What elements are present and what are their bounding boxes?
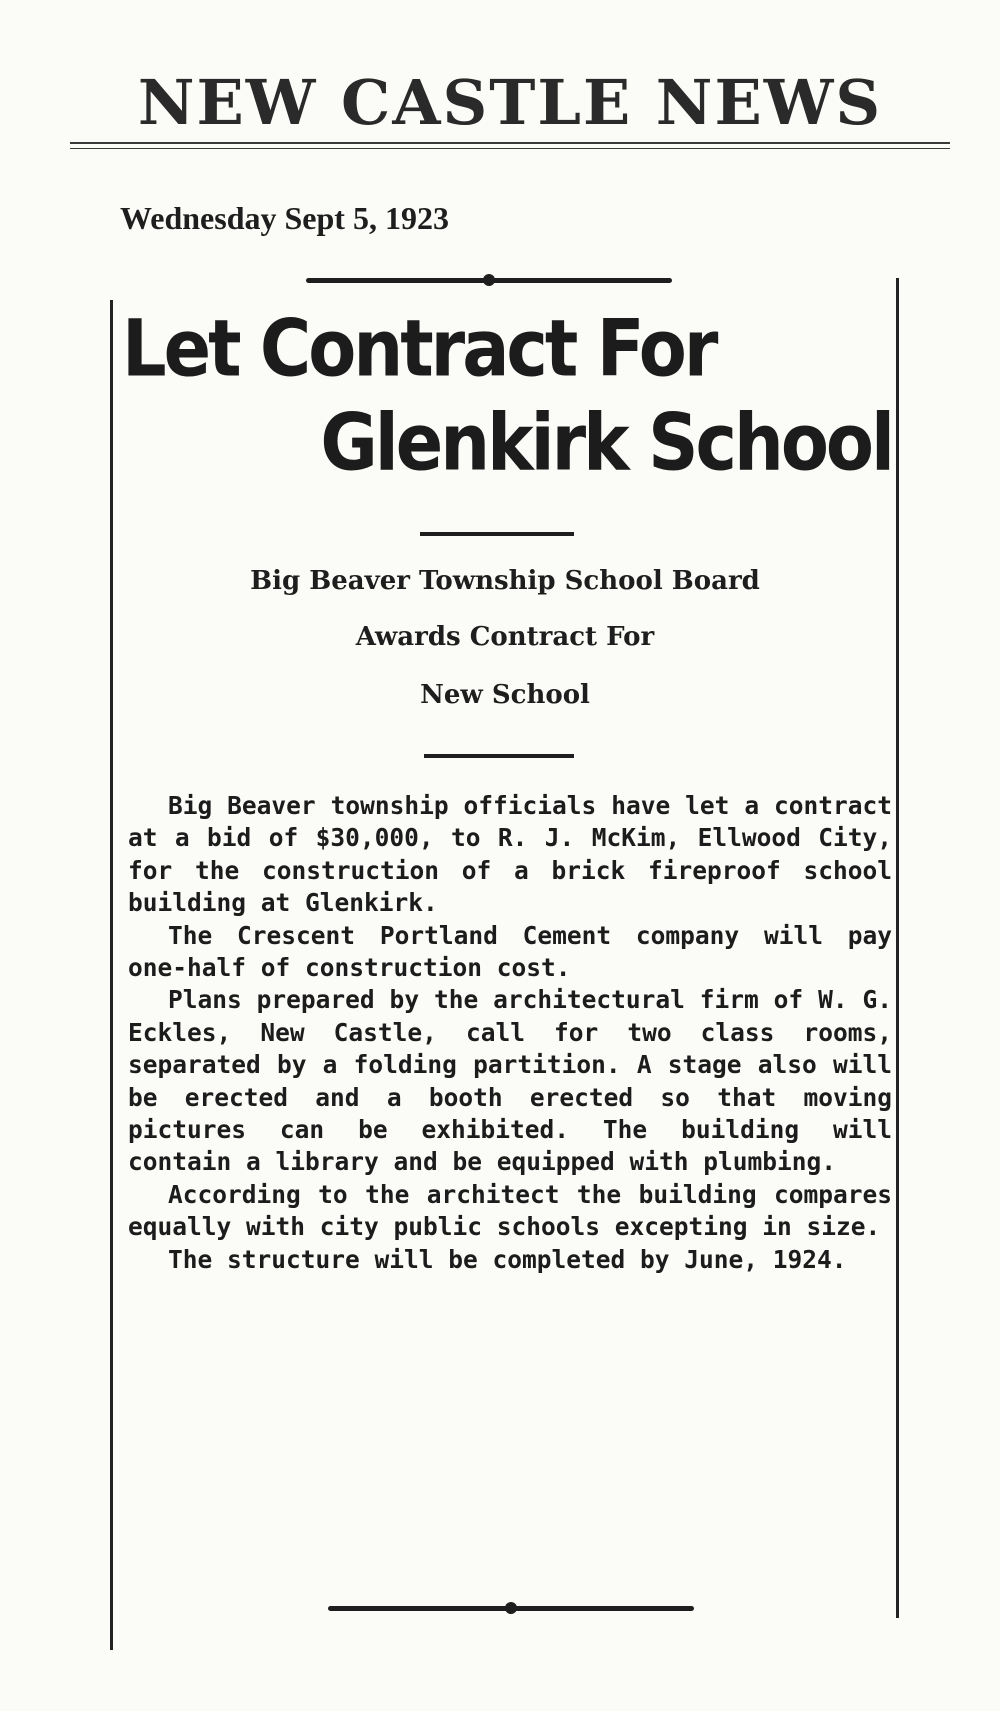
subheadline-line-2: Awards Contract For — [355, 622, 655, 652]
headline-divider — [420, 532, 574, 536]
bottom-ornament-rule — [328, 1606, 694, 1611]
top-ornament-rule — [306, 278, 672, 283]
column-rule-left — [110, 300, 113, 1650]
article-paragraph: Plans prepared by the architectural firm of W. G. Eckles, New Castle, call for two class rooms, separated by a folding partition. A stage also will be erected and a booth erected so that moving pictures can be exhibited. The building will contain a library and be equipped with plumbing. — [128, 985, 892, 1177]
headline-line-2: Glenkirk School — [320, 396, 892, 489]
publication-date: Wednesday Sept 5, 1923 — [120, 200, 449, 236]
masthead-rule — [70, 142, 950, 144]
article-clipping — [110, 270, 902, 1650]
newspaper-title: NEW CASTLE NEWS — [137, 66, 883, 139]
newspaper-masthead — [70, 58, 950, 148]
deck-divider — [424, 754, 574, 758]
masthead-rule-thin — [70, 148, 950, 149]
column-rule-right — [896, 278, 899, 1618]
article-paragraph: The Crescent Portland Cement company will pay one-half of construction cost. — [128, 920, 892, 983]
article-paragraph: According to the architect the building compares equally with city public schools excepting in size. — [128, 1179, 892, 1242]
article-paragraph: The structure will be completed by June, 1924. — [168, 1244, 847, 1274]
subheadline-line-3: New School — [420, 680, 590, 710]
article-paragraph: Big Beaver township officials have let a contract at a bid of $30,000, to R. J. McKim, Ellwood City, for the construction of a brick fireproof school building at Glenkirk. — [128, 791, 892, 918]
article-body — [128, 790, 892, 1276]
headline-line-1: Let Contract For — [122, 302, 716, 395]
subheadline-line-1: Big Beaver Township School Board — [250, 566, 760, 596]
